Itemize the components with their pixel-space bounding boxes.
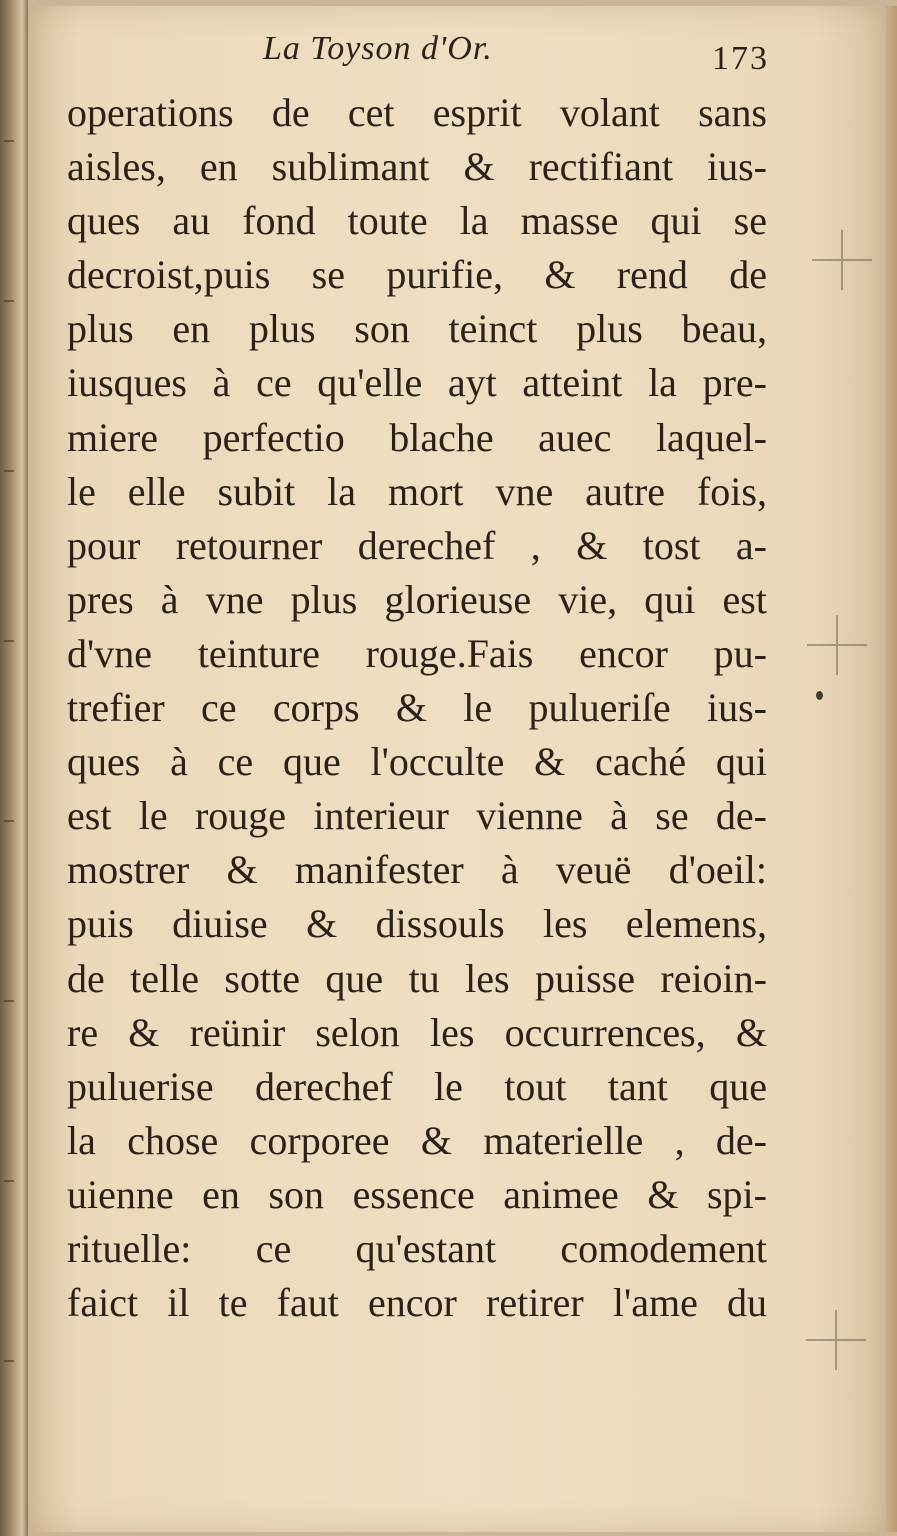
page-number: 173 (712, 40, 769, 77)
text-line: iusques à ce qu'elle ayt atteint la pre- (67, 360, 767, 406)
margin-cross-mark (807, 615, 867, 675)
text-line: faict il te faut encor retirer l'ame du (67, 1280, 767, 1326)
text-line: rituelle: ce qu'estant comodement (67, 1225, 767, 1271)
ink-dot-mark (816, 691, 823, 700)
text-line: ques au fond toute la masse qui se (67, 198, 767, 244)
text-line: ques à ce que l'occulte & caché qui (67, 739, 767, 785)
running-head: La Toyson d'Or. (263, 30, 493, 67)
text-line: puluerise derechef le tout tant que (67, 1063, 767, 1109)
facing-page-edge (0, 0, 28, 1536)
text-line: la chose corporee & materielle , de- (67, 1117, 767, 1163)
text-block (67, 86, 767, 1330)
text-line: pres à vne plus glorieuse vie, qui est (67, 576, 767, 622)
text-line: aisles, en sublimant & rectifiant ius- (67, 144, 767, 190)
text-line: d'vne teinture rouge.Fais encor pu- (67, 630, 767, 676)
margin-cross-mark (806, 1310, 866, 1370)
margin-cross-mark (812, 230, 872, 290)
page-edge (886, 6, 897, 1532)
text-line: re & reünir selon les occurrences, & (67, 1009, 767, 1055)
text-line: pour retourner derechef , & tost a- (67, 522, 767, 568)
text-line: miere perfectio blache auec laquel- (67, 414, 767, 460)
text-line: uienne en son essence animee & spi- (67, 1171, 767, 1217)
text-line: de telle sotte que tu les puisse reioin- (67, 955, 767, 1001)
text-line: est le rouge interieur vienne à se de- (67, 793, 767, 839)
text-line: decroist,puis se purifie, & rend de (67, 252, 767, 298)
text-line: puis diuise & dissouls les elemens, (67, 901, 767, 947)
text-line: trefier ce corps & le pulueriſe ius- (67, 685, 767, 731)
text-line: operations de cet esprit volant sans (67, 90, 767, 135)
text-line: mostrer & manifester à veuë d'oeil: (67, 847, 767, 893)
text-line: plus en plus son teinct plus beau, (67, 306, 767, 352)
text-line: le elle subit la mort vne autre fois, (67, 468, 767, 514)
